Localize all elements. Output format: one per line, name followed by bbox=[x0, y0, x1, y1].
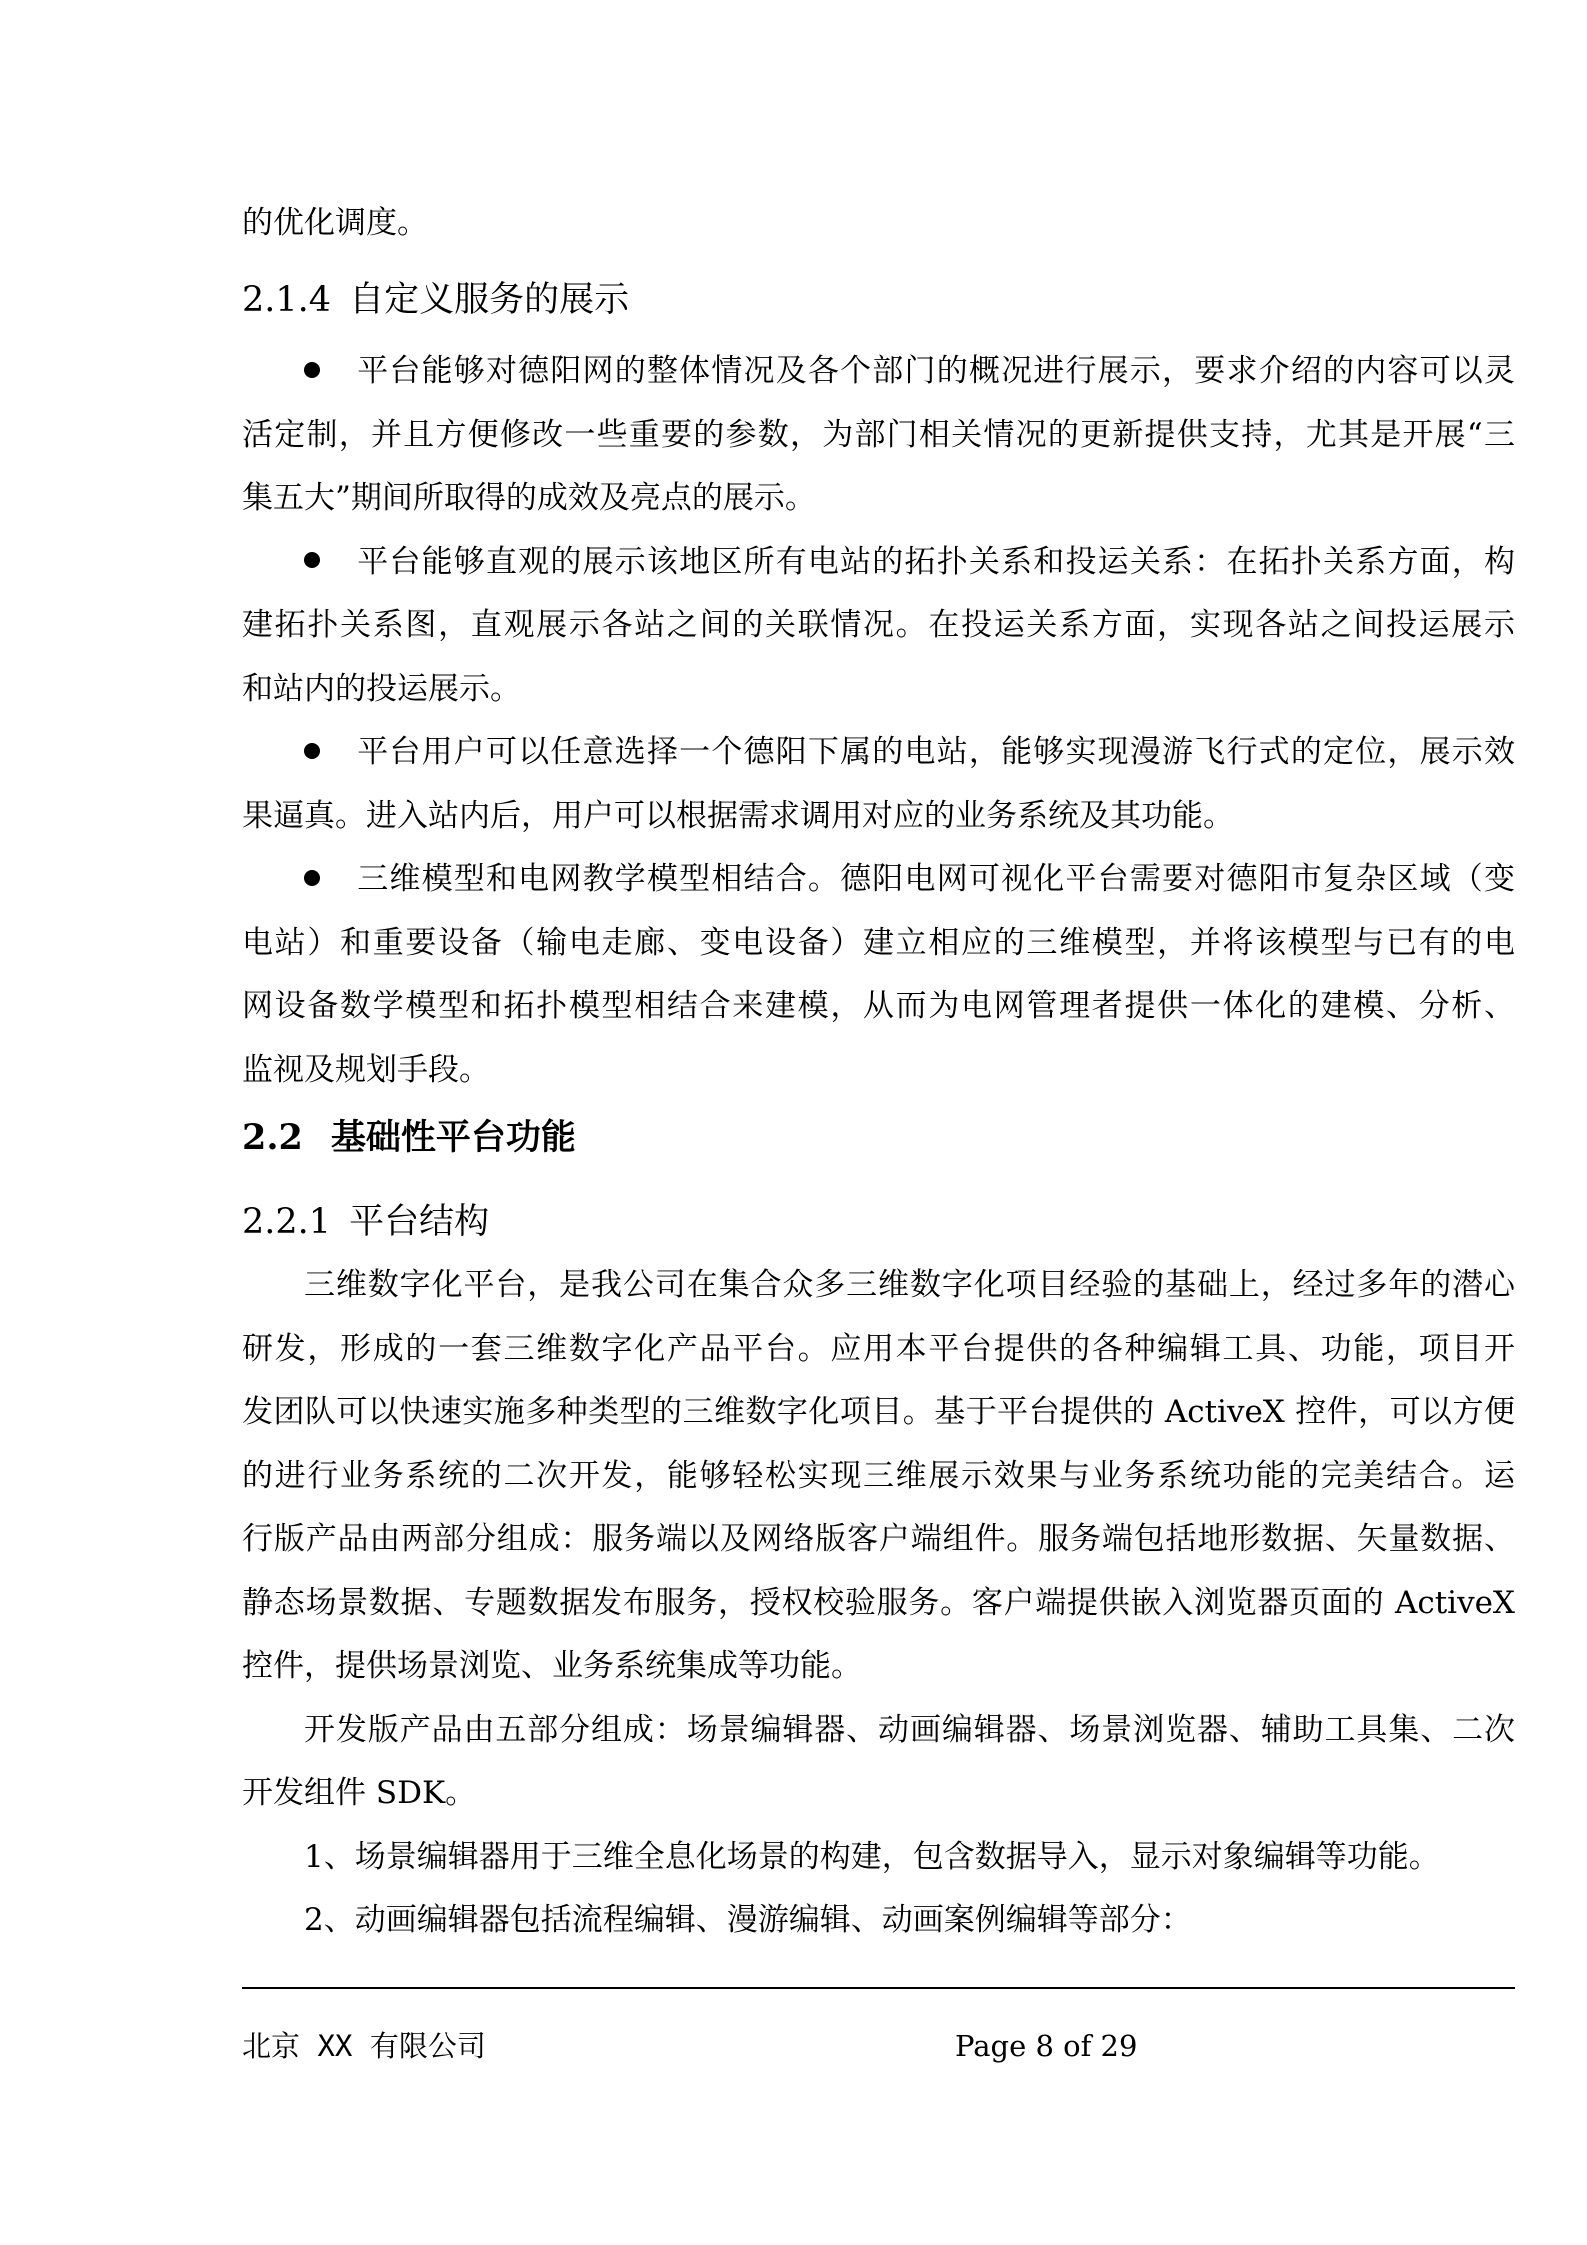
intro-tail: 的优化调度。 bbox=[242, 205, 428, 241]
bullet-item bbox=[242, 531, 1515, 722]
paragraph bbox=[242, 1889, 1515, 1953]
text-line: 开发版产品由五部分组成：场景编辑器、动画编辑器、场景浏览器、辅助工具集、二次 bbox=[304, 1711, 1515, 1748]
text-line: 建拓扑关系图，直观展示各站之间的关联情况。在投运关系方面，实现各站之间投运展示 bbox=[242, 607, 1515, 643]
text-line: 三维模型和电网教学模型相结合。德阳电网可视化平台需要对德阳市复杂区域（变 bbox=[242, 848, 1515, 912]
text-line: 开发组件 SDK。 bbox=[242, 1775, 477, 1811]
text-line: 平台用户可以任意选择一个德阳下属的电站，能够实现漫游飞行式的定位，展示效 bbox=[242, 721, 1515, 785]
text-line: 2、动画编辑器包括流程编辑、漫游编辑、动画案例编辑等部分： bbox=[304, 1902, 1192, 1938]
paragraph bbox=[242, 1254, 1515, 1699]
text-line: 1、场景编辑器用于三维全息化场景的构建，包含数据导入，显示对象编辑等功能。 bbox=[304, 1838, 1440, 1875]
paragraph bbox=[242, 1826, 1515, 1890]
paragraphs bbox=[242, 1254, 1515, 1953]
bullet-icon bbox=[304, 743, 320, 759]
text-line: 活定制，并且方便修改一些重要的参数，为部门相关情况的更新提供支持，尤其是开展“三 bbox=[242, 416, 1515, 453]
text-line: 网设备数学模型和拓扑模型相结合来建模，从而为电网管理者提供一体化的建模、分析、 bbox=[242, 988, 1515, 1024]
text-line: 控件，提供场景浏览、业务系统集成等功能。 bbox=[242, 1648, 862, 1684]
paragraph bbox=[242, 1699, 1515, 1826]
text-line: 行版产品由两部分组成：服务端以及网络版客户端组件。服务端包括地形数据、矢量数据、 bbox=[242, 1521, 1515, 1557]
text-line: 发团队可以快速实施多种类型的三维数字化项目。基于平台提供的 ActiveX 控件，可以方便 bbox=[242, 1394, 1515, 1430]
text-line: 平台能够直观的展示该地区所有电站的拓扑关系和投运关系：在拓扑关系方面，构 bbox=[242, 531, 1515, 595]
text-line: 研发，形成的一套三维数字化产品平台。应用本平台提供的各种编辑工具、功能，项目开 bbox=[242, 1330, 1515, 1367]
bullet-icon bbox=[304, 552, 320, 568]
page-number: Page 8 of 29 bbox=[955, 2029, 1138, 2063]
footer-divider bbox=[242, 1987, 1515, 1989]
bullet-item bbox=[242, 848, 1515, 1102]
text-line: 集五大”期间所取得的成效及亮点的展示。 bbox=[242, 480, 816, 516]
text-line: 平台能够对德阳网的整体情况及各个部门的概况进行展示，要求介绍的内容可以灵 bbox=[242, 340, 1515, 404]
bullet-list bbox=[242, 340, 1515, 1102]
text-line: 监视及规划手段。 bbox=[242, 1051, 490, 1088]
text-line: 三维数字化平台，是我公司在集合众多三维数字化项目经验的基础上，经过多年的潜心 bbox=[304, 1267, 1515, 1303]
heading-2-1-4: 2.1.4 自定义服务的展示 bbox=[242, 280, 630, 320]
heading-2-2-1: 2.2.1 平台结构 bbox=[242, 1202, 490, 1242]
bullet-item bbox=[242, 340, 1515, 531]
footer-company: 北京 XX 有限公司 bbox=[242, 2029, 486, 2063]
heading-2-2: 2.2 基础性平台功能 bbox=[242, 1117, 576, 1158]
text-line: 的进行业务系统的二次开发，能够轻松实现三维展示效果与业务系统功能的完美结合。运 bbox=[242, 1457, 1515, 1494]
text-line: 电站）和重要设备（输电走廊、变电设备）建立相应的三维模型，并将该模型与已有的电 bbox=[242, 924, 1515, 961]
text-line: 和站内的投运展示。 bbox=[242, 670, 521, 707]
text-line: 果逼真。进入站内后，用户可以根据需求调用对应的业务系统及其功能。 bbox=[242, 797, 1234, 834]
bullet-icon bbox=[304, 870, 320, 886]
text-line: 静态场景数据、专题数据发布服务，授权校验服务。客户端提供嵌入浏览器页面的 ActiveX bbox=[242, 1584, 1515, 1621]
bullet-icon bbox=[304, 362, 320, 378]
bullet-item bbox=[242, 721, 1515, 848]
